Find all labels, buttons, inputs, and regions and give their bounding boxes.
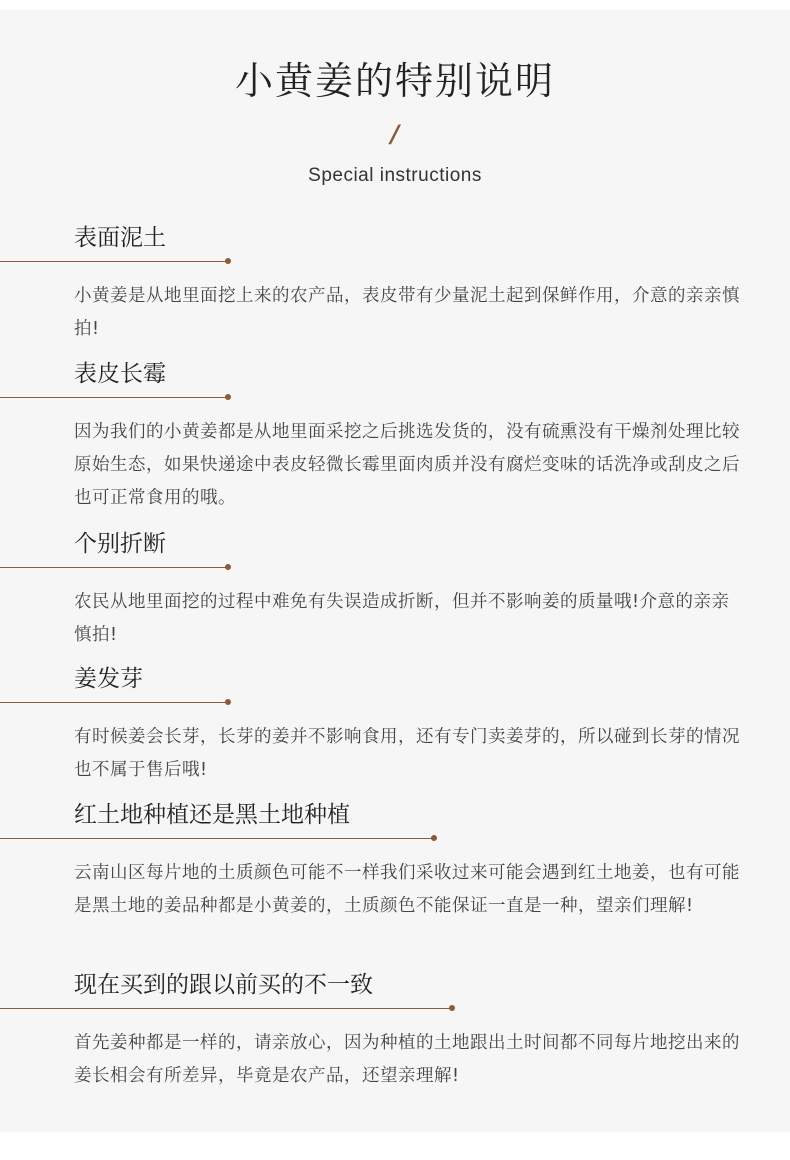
section-divider bbox=[0, 397, 226, 398]
section-divider bbox=[0, 702, 226, 703]
section-divider-dot bbox=[225, 394, 231, 400]
section-body: 因为我们的小黄姜都是从地里面采挖之后挑选发货的，没有硫熏没有干燥剂处理比较原始生态，如果快递途中表皮轻微长霉里面肉质并没有腐烂变味的话洗净或刮皮之后也可正常食用的哦。 bbox=[74, 422, 740, 508]
section-body: 有时候姜会长芽，长芽的姜并不影响食用，还有专门卖姜芽的，所以碰到长芽的情况也不属于售后哦! bbox=[74, 727, 740, 780]
section-divider-dot bbox=[449, 1005, 455, 1011]
page-title: 小黄姜的特别说明 bbox=[234, 59, 555, 103]
section-title: 表皮长霉 bbox=[74, 361, 166, 387]
section-body: 农民从地里面挖的过程中难免有失误造成折断，但并不影响姜的质量哦!介意的亲亲慎拍! bbox=[74, 592, 730, 645]
section-divider-dot bbox=[225, 699, 231, 705]
section-title: 姜发芽 bbox=[74, 666, 143, 692]
section-divider-dot bbox=[225, 564, 231, 570]
section-divider-dot bbox=[431, 835, 437, 841]
section-title: 个别折断 bbox=[74, 531, 166, 557]
section-divider bbox=[0, 261, 226, 262]
section-body: 首先姜种都是一样的，请亲放心，因为种植的土地跟出土时间都不同每片地挖出来的姜长相会有所差异，毕竟是农产品，还望亲理解! bbox=[74, 1033, 740, 1086]
title-separator: / bbox=[390, 120, 400, 148]
section-title: 现在买到的跟以前买的不一致 bbox=[74, 972, 373, 998]
section-divider bbox=[0, 567, 226, 568]
section-body: 小黄姜是从地里面挖上来的农产品，表皮带有少量泥土起到保鲜作用，介意的亲亲慎拍! bbox=[74, 286, 740, 339]
section-title: 红土地种植还是黑土地种植 bbox=[74, 802, 350, 828]
section-divider bbox=[0, 838, 432, 839]
section-divider-dot bbox=[225, 258, 231, 264]
section-title: 表面泥土 bbox=[74, 225, 166, 251]
section-body: 云南山区每片地的土质颜色可能不一样我们采收过来可能会遇到红土地姜，也有可能是黑土地的姜品种都是小黄姜的，土质颜色不能保证一直是一种，望亲们理解! bbox=[74, 863, 740, 916]
section-divider bbox=[0, 1008, 450, 1009]
page-subtitle: Special instructions bbox=[308, 165, 482, 186]
